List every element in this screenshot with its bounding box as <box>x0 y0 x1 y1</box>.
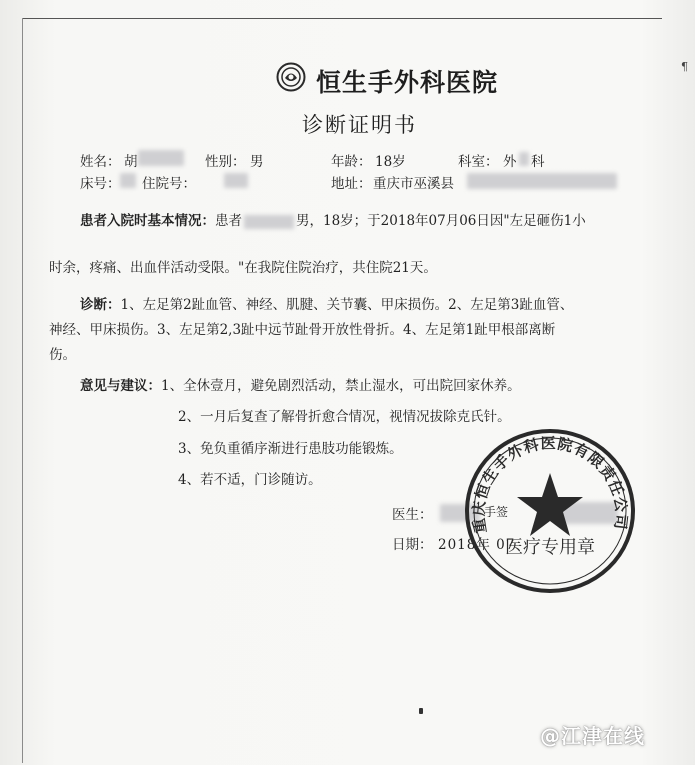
stamp-center-text: 医疗专用章 <box>505 537 595 558</box>
redacted-inpatient-no <box>224 173 248 188</box>
advice-item-3: 3、免负重循序渐进行患肢功能锻炼。 <box>178 441 403 457</box>
document-title: 诊断证明书 <box>302 113 417 137</box>
redacted-address <box>467 173 617 189</box>
gender-value: 男 <box>250 154 264 170</box>
department-label: 科室： <box>458 154 499 170</box>
address-value: 重庆市巫溪县 <box>373 176 454 192</box>
advice-line-1 <box>80 373 690 400</box>
advice-item-1: 1、全休壹月，避免剧烈活动，禁止湿水，可出院回家休养。 <box>161 378 521 394</box>
ink-dot <box>419 708 423 714</box>
age-label: 年龄： <box>331 154 372 170</box>
age-value: 18岁 <box>375 154 406 170</box>
hospital-name: 恒生手外科医院 <box>316 68 499 97</box>
gender-label: 性别： <box>205 154 246 170</box>
diagnosis-line-3: 伤。 <box>49 347 76 363</box>
basic-info-text-1: 男，18岁；于2018年07月06日因"左足砸伤1小 <box>296 213 586 229</box>
name-label: 姓名： <box>80 154 121 170</box>
basic-info-prefix: 患者 <box>215 213 242 229</box>
top-border-line <box>22 18 662 19</box>
date-value: 2018年 07 <box>438 537 516 553</box>
diagnosis-line-2: 神经、甲床损伤。3、左足第2,3趾中远节趾骨开放性骨折。4、左足第1趾甲根部离断 <box>49 322 556 338</box>
inpatient-no-label: 住院号： <box>142 176 196 192</box>
department-suffix: 科 <box>531 154 545 170</box>
department-value: 外 <box>503 154 517 170</box>
stamp-ring-text: 重庆恒生手外科医院有限责任公司 <box>469 434 631 535</box>
left-border-line <box>22 18 23 763</box>
official-stamp <box>460 425 640 595</box>
watermark: @江津在线 <box>540 724 645 748</box>
doctor-label: 医生： <box>392 507 433 523</box>
advice-label: 意见与建议： <box>80 378 161 394</box>
diagnosis-text-1: 1、左足第2趾血管、神经、肌腱、关节囊、甲床损伤。2、左足第3趾血管、 <box>120 297 574 313</box>
bed-label: 床号： <box>80 176 121 192</box>
stamp-star-icon <box>517 473 583 536</box>
redacted-name <box>138 150 184 166</box>
corner-mark: ¶ <box>681 60 687 73</box>
advice-item-4: 4、若不适，门诊随访。 <box>178 472 322 488</box>
address-label: 地址： <box>331 176 372 192</box>
hospital-logo-icon <box>276 62 306 92</box>
diagnosis-line-1 <box>80 292 690 319</box>
basic-info-line-2: 时余，疼痛、出血伴活动受限。"在我院住院治疗，共住院21天。 <box>49 260 437 276</box>
advice-item-2: 2、一月后复查了解骨折愈合情况，视情况拔除克氏针。 <box>178 409 511 425</box>
doctor-sign-text: 手签 <box>484 505 509 519</box>
redacted-patient-name <box>244 215 294 229</box>
diagnosis-label: 诊断： <box>80 297 121 313</box>
name-value: 胡 <box>124 154 138 170</box>
redacted-bed <box>120 173 136 188</box>
basic-info-line-1 <box>80 208 690 235</box>
basic-info-label: 患者入院时基本情况： <box>80 213 215 229</box>
date-label: 日期： <box>392 537 433 553</box>
redacted-department <box>519 152 529 166</box>
